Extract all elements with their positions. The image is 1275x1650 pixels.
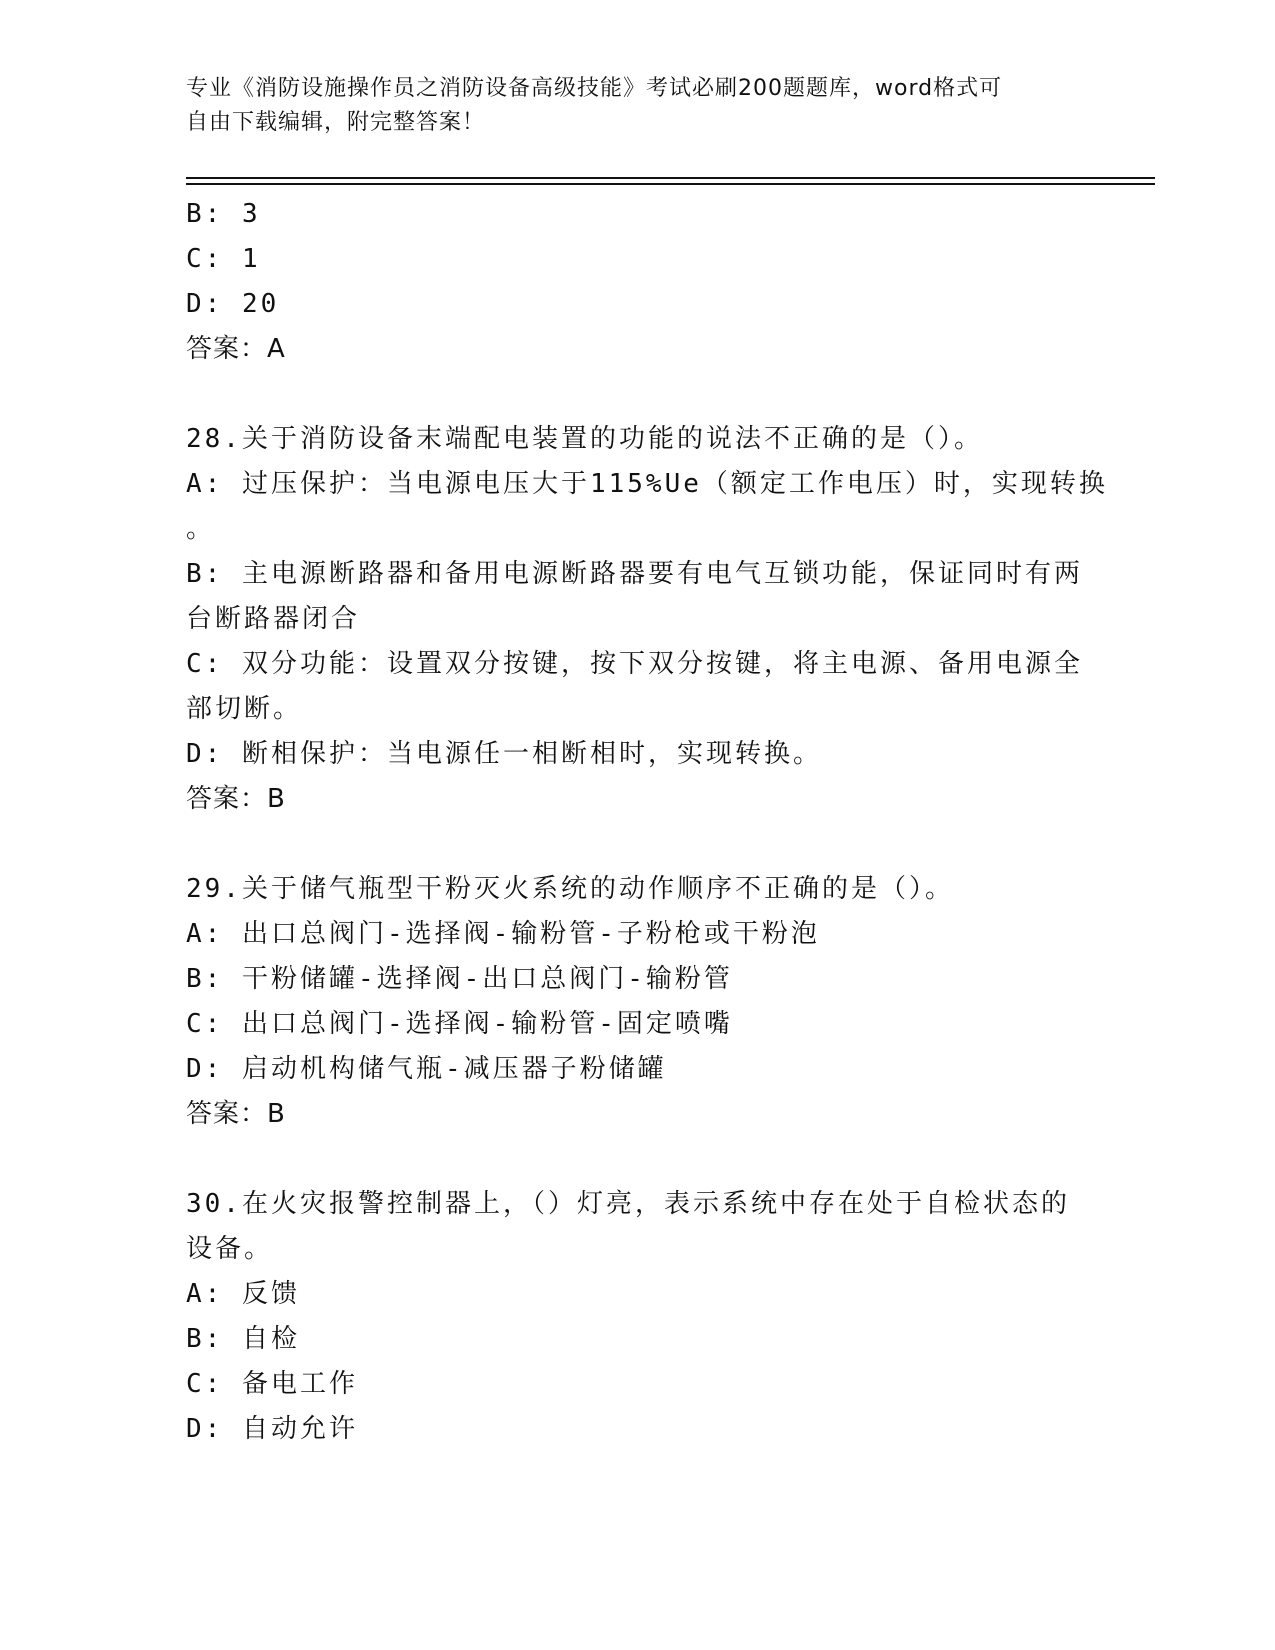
spacer: [186, 372, 1086, 417]
option-d: D: 20: [186, 289, 280, 319]
option-c-cont: 部切断。: [186, 694, 303, 724]
option-a: A: 出口总阀门-选择阀-输粉管-子粉枪或干粉泡: [186, 919, 820, 949]
option-c: C: 备电工作: [186, 1369, 358, 1399]
option-c: C: 1: [186, 244, 261, 274]
option-b-cont: 台断路器闭合: [186, 604, 361, 634]
question-text-cont: 设备。: [186, 1234, 274, 1264]
header-rule-top: [186, 177, 1155, 179]
option-c: C: 双分功能：设置双分按键，按下双分按键，将主电源、备用电源全: [186, 649, 1083, 679]
option-a: A: 反馈: [186, 1279, 300, 1309]
answer: 答案：B: [186, 784, 286, 814]
spacer: [186, 1137, 1086, 1182]
prev-question-block: [186, 192, 1086, 372]
answer: 答案：B: [186, 1099, 286, 1129]
question-text: 29.关于储气瓶型干粉灭火系统的动作顺序不正确的是（）。: [186, 874, 954, 904]
spacer: [186, 822, 1086, 867]
header-line-1: 专业《消防设施操作员之消防设备高级技能》考试必刷200题题库，word格式可: [186, 76, 1003, 101]
option-c: C: 出口总阀门-选择阀-输粉管-固定喷嘴: [186, 1009, 733, 1039]
option-d: D: 自动允许: [186, 1414, 358, 1444]
question-text: 30.在火灾报警控制器上，（）灯亮，表示系统中存在处于自检状态的: [186, 1189, 1070, 1219]
question-28-block: [186, 417, 1108, 822]
option-a: A: 过压保护：当电源电压大于115%Ue（额定工作电压）时，实现转换: [186, 469, 1108, 499]
option-d: D: 启动机构储气瓶-减压器子粉储罐: [186, 1054, 667, 1084]
option-b: B: 干粉储罐-选择阀-出口总阀门-输粉管: [186, 964, 733, 994]
question-text: 28.关于消防设备末端配电装置的功能的说法不正确的是（）。: [186, 424, 983, 454]
question-29-block: [186, 867, 1086, 1137]
option-b: B: 主电源断路器和备用电源断路器要有电气互锁功能，保证同时有两: [186, 559, 1083, 589]
option-a-cont: 。: [186, 514, 216, 544]
answer: 答案：A: [186, 334, 286, 364]
document-body: [186, 192, 1108, 1452]
header-rule-bottom: [186, 183, 1155, 185]
document-header: [186, 72, 1066, 140]
question-30-block: [186, 1182, 1086, 1452]
header-line-2: 自由下载编辑，附完整答案！: [186, 110, 486, 135]
option-b: B: 3: [186, 199, 261, 229]
option-b: B: 自检: [186, 1324, 300, 1354]
option-d: D: 断相保护：当电源任一相断相时，实现转换。: [186, 739, 822, 769]
